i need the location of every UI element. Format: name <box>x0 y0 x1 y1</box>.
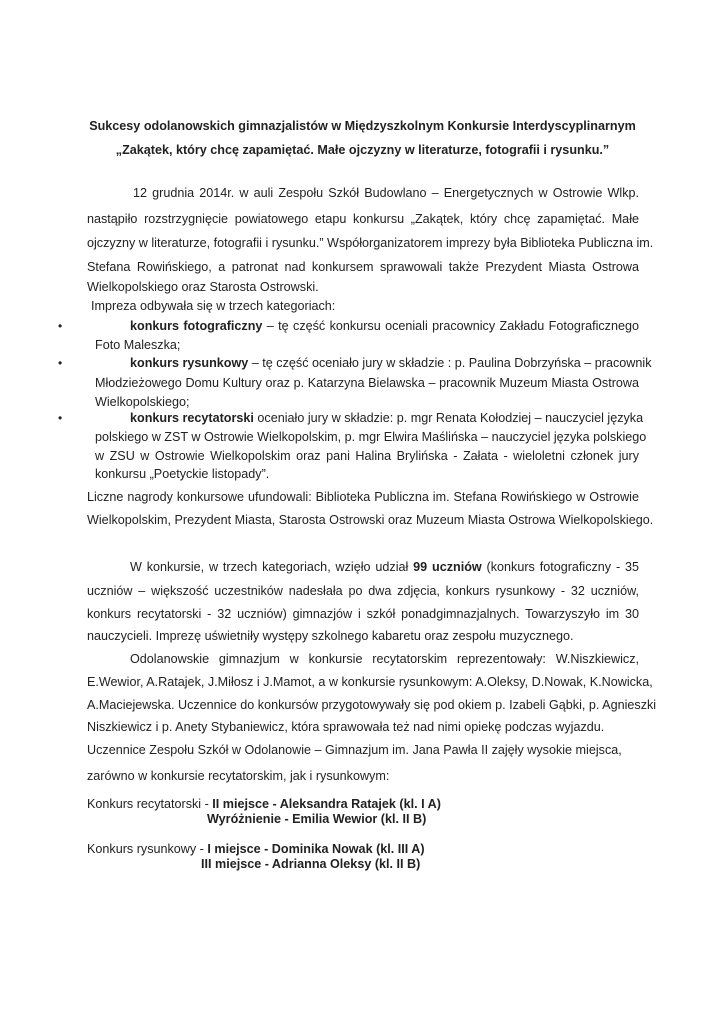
bullet-continuation: Młodzieżowego Domu Kultury oraz p. Katarzyna Bielawska – pracownik Muzeum Miasta Ostrowa <box>95 376 639 390</box>
participants-line <box>130 560 639 574</box>
representation-line: Odolanowskie gimnazjum w konkursie recytatorskim reprezentowały: W.Niszkiewicz, <box>130 652 639 666</box>
result-label: Konkurs recytatorski - <box>87 797 213 811</box>
bullet-continuation: Foto Maleszka; <box>95 338 181 352</box>
result-drawing <box>87 842 425 856</box>
participants-text: W konkursie, w trzech kategoriach, wzięło udział <box>130 560 414 574</box>
result-recitation <box>87 797 441 811</box>
closing-line: zarówno w konkursie recytatorskim, jak i rysunkowym: <box>87 769 390 783</box>
participants-line: konkurs recytatorski - 32 uczniów) gimnazjów i szkół ponadgimnazjalnych. Towarzyszyło im 30 <box>87 607 639 621</box>
intro-line: Stefana Rowińskiego, a patronat nad konkursem sprawowali także Prezydent Miasta Ostrowa <box>87 260 639 274</box>
document-title-line-2: „Zakątek, który chcę zapamiętać. Małe ojczyzny w literaturze, fotografii i rysunku.” <box>115 143 610 157</box>
category-name: konkurs fotograficzny <box>130 319 263 333</box>
result-winner: Wyróżnienie - Emilia Wewior (kl. II B) <box>207 812 427 826</box>
category-description: oceniało jury w składzie: p. mgr Renata Kołodziej – nauczyciel języka <box>253 411 644 425</box>
bullet-first-line <box>130 356 652 370</box>
bullet-continuation: polskiego w ZST w Ostrowie Wielkopolskim, p. mgr Elwira Maślińska – nauczyciel języka polskiego <box>95 430 647 444</box>
bullet-continuation: w ZSU w Ostrowie Wielkopolskim oraz pani Halina Brylińska - Załata - wieloletni członek jury <box>95 449 639 463</box>
participants-text: (konkurs fotograficzny - 35 <box>481 560 640 574</box>
bullet-icon: • <box>58 411 63 425</box>
participants-line: uczniów – większość uczestników nadesłała po dwa zdjęcia, konkurs rysunkowy - 32 uczniów, <box>87 584 639 598</box>
intro-line: Wielkopolskiego oraz Starosta Ostrowski. <box>87 280 319 294</box>
closing-line: Uczennice Zespołu Szkół w Odolanowie – Gimnazjum im. Jana Pawła II zajęły wysokie miejsca, <box>87 743 622 757</box>
sponsors-line: Wielkopolskim, Prezydent Miasta, Starosta Ostrowski oraz Muzeum Miasta Ostrowa Wielkopolskiego. <box>87 513 654 527</box>
result-recitation-distinction <box>207 812 426 826</box>
bullet-icon: • <box>58 319 63 333</box>
intro-line: nastąpiło rozstrzygnięcie powiatowego etapu konkursu „Zakątek, który chcę zapamiętać. Małe <box>87 212 639 226</box>
category-description: – tę część oceniało jury w składzie : p. Paulina Dobrzyńska – pracownik <box>248 356 652 370</box>
category-description: – tę część konkursu oceniali pracownicy Zakładu Fotograficznego <box>262 319 639 333</box>
result-winner: III miejsce - Adrianna Oleksy (kl. II B) <box>201 857 421 871</box>
sponsors-line: Liczne nagrody konkursowe ufundowali: Biblioteka Publiczna im. Stefana Rowińskiego w Ostrowie <box>87 490 639 504</box>
participants-line: nauczycieli. Imprezę uświetniły występy szkolnego kabaretu oraz zespołu muzycznego. <box>87 629 574 643</box>
category-name: konkurs rysunkowy <box>130 356 249 370</box>
result-winner: II miejsce - Aleksandra Ratajek (kl. I A) <box>212 797 441 811</box>
categories-intro: Impreza odbywała się w trzech kategoriach: <box>91 299 336 313</box>
result-winner: I miejsce - Dominika Nowak (kl. III A) <box>207 842 425 856</box>
intro-line: 12 grudnia 2014r. w auli Zespołu Szkół Budowlano – Energetycznych w Ostrowie Wlkp. <box>133 186 639 200</box>
bullet-icon: • <box>58 356 63 370</box>
bullet-first-line <box>130 319 639 333</box>
bullet-continuation: Wielkopolskiego; <box>95 395 190 409</box>
result-drawing-third <box>201 857 420 871</box>
bullet-continuation: konkursu „Poetyckie listopady”. <box>95 467 270 481</box>
bullet-first-line <box>130 411 644 425</box>
representation-line: Niszkiewicz i p. Anety Stybaniewicz, która sprawowała też nad nimi opiekę podczas wyjazdu. <box>87 720 605 734</box>
intro-line: ojczyzny w literaturze, fotografii i rysunku.” Współorganizatorem imprezy była Biblioteka Publiczna im. <box>87 236 654 250</box>
document-title-line-1: Sukcesy odolanowskich gimnazjalistów w Międzyszkolnym Konkursie Interdyscyplinarnym <box>89 119 636 133</box>
participants-count: 99 uczniów <box>413 560 482 574</box>
result-label: Konkurs rysunkowy - <box>87 842 208 856</box>
representation-line: A.Maciejewska. Uczennice do konkursów przygotowywały się pod okiem p. Izabeli Gąbki, p. Agnieszki <box>87 698 657 712</box>
category-name: konkurs recytatorski <box>130 411 254 425</box>
representation-line: E.Wewior, A.Ratajek, J.Miłosz i J.Mamot, a w konkursie rysunkowym: A.Oleksy, D.Nowak, K.Nowicka, <box>87 675 653 689</box>
